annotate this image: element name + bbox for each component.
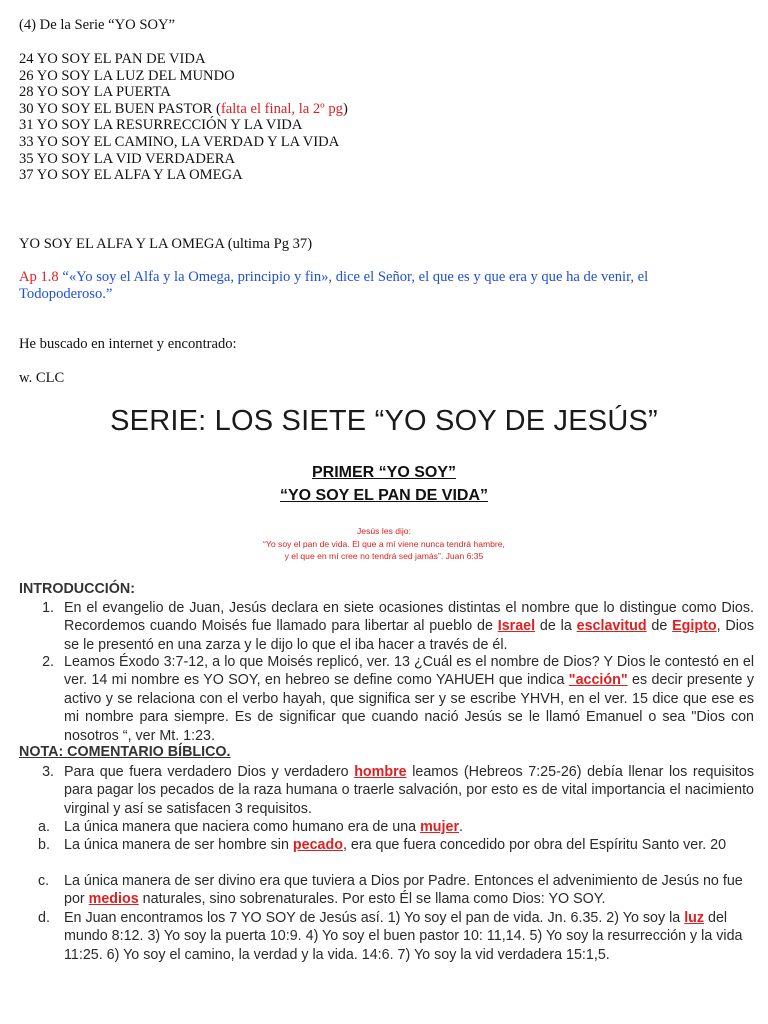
source-line: w. CLC bbox=[19, 370, 65, 386]
index-item: 37 YO SOY EL ALFA Y LA OMEGA bbox=[19, 167, 243, 184]
nota-heading: NOTA: COMENTARIO BÍBLICO. bbox=[19, 744, 231, 760]
keyword-link: hombre bbox=[354, 764, 407, 780]
ap-reference: Ap 1.8 bbox=[19, 269, 63, 285]
index-item: 30 YO SOY EL BUEN PASTOR (falta el final, la 2º pg) bbox=[19, 100, 348, 117]
ap-quote-text: “«Yo soy el Alfa y la Omega, principio y fin», dice el Señor, el que es y que era y que ha de venir, el bbox=[62, 269, 649, 285]
index-list bbox=[19, 51, 348, 184]
searched-line: He buscado en internet y encontrado: bbox=[19, 336, 237, 352]
index-item: 24 YO SOY EL PAN DE VIDA bbox=[19, 51, 206, 67]
keyword-link: esclavitud bbox=[576, 618, 647, 635]
keyword-link: luz bbox=[684, 910, 705, 926]
keyword-link: mujer bbox=[420, 819, 460, 835]
john-quote: Jesús les dijo: “Yo soy el pan de vida. El que a mí viene nunca tendrá hambre, y el que en mí cree no tendrá sed jamás”. Juan 6:35 bbox=[263, 526, 505, 561]
keyword-link: Egipto bbox=[672, 618, 717, 635]
keyword-link: "acción" bbox=[568, 672, 628, 689]
apocalypse-quote bbox=[19, 269, 754, 302]
document-title: SERIE: LOS SIETE “YO SOY DE JESÚS” bbox=[110, 405, 658, 437]
intro-heading: INTRODUCCIÓN: bbox=[19, 581, 135, 597]
serie-line: (4) De la Serie “YO SOY” bbox=[19, 17, 176, 33]
index-item: 33 YO SOY EL CAMINO, LA VERDAD Y LA VIDA bbox=[19, 133, 340, 150]
index-item: 28 YO SOY LA PUERTA bbox=[19, 84, 171, 101]
keyword-link: Israel bbox=[497, 618, 536, 635]
index-item: 31 YO SOY LA RESURRECCIÓN Y LA VIDA bbox=[19, 117, 303, 134]
subtitle-bread-of-life: “YO SOY EL PAN DE VIDA” bbox=[279, 487, 489, 504]
subtitle-first: PRIMER “YO SOY” bbox=[311, 464, 457, 481]
ap-quote-text-2: Todopoderoso.” bbox=[19, 285, 113, 302]
keyword-link: pecado bbox=[292, 837, 343, 853]
keyword-link: medios bbox=[88, 891, 139, 908]
index-item: 35 YO SOY LA VID VERDADERA bbox=[19, 150, 236, 167]
index-item: 26 YO SOY LA LUZ DEL MUNDO bbox=[19, 67, 235, 84]
missing-page-note: falta el final, la 2º pg bbox=[220, 100, 343, 117]
section-line: YO SOY EL ALFA Y LA OMEGA (ultima Pg 37) bbox=[19, 236, 313, 252]
